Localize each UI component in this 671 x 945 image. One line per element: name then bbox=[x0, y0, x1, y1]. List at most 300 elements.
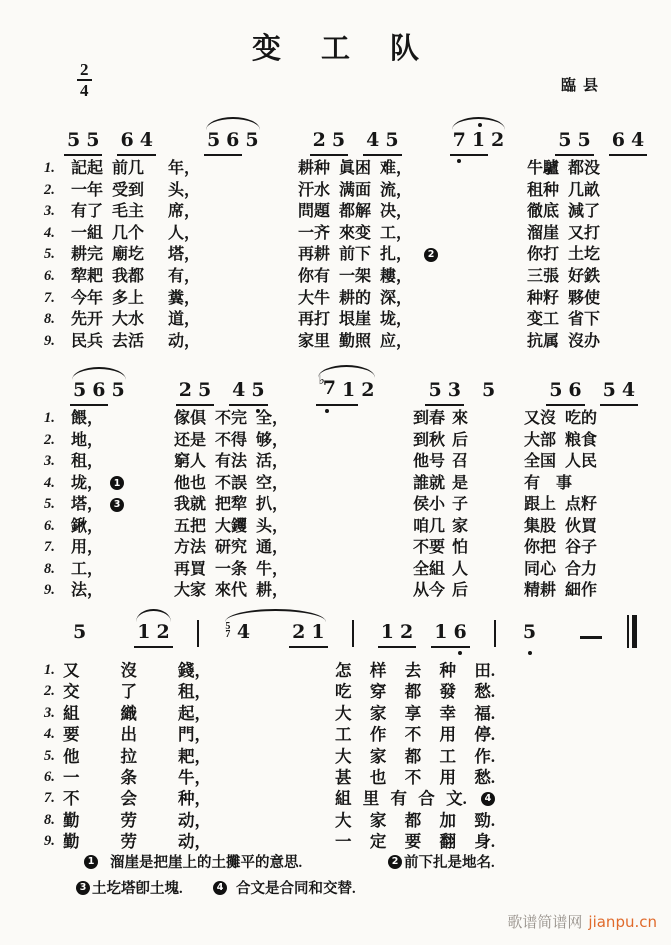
lyric-group: 餵， bbox=[71, 410, 104, 427]
lyric-group: 一架 bbox=[339, 268, 372, 285]
lyric-group: 門， bbox=[178, 725, 211, 745]
beat-group bbox=[450, 130, 508, 156]
lyric-cell bbox=[335, 724, 495, 746]
lyric-cell bbox=[524, 408, 597, 430]
lyric-group: 多上 bbox=[112, 289, 145, 307]
lyric-cell bbox=[524, 473, 572, 495]
lyric-group: 眞困 bbox=[339, 160, 372, 177]
lyric-group: 也 bbox=[369, 768, 387, 787]
jianpu-note: 7 bbox=[450, 130, 469, 156]
lyric-group: 法， bbox=[71, 582, 104, 599]
verse-number: 4. bbox=[44, 474, 55, 491]
lyric-group: 減了 bbox=[568, 203, 601, 221]
lyric-row bbox=[0, 266, 671, 288]
lyric-cell bbox=[413, 473, 468, 495]
lyric-group: 伙買 bbox=[565, 517, 598, 535]
jianpu-note: 2 bbox=[176, 380, 195, 406]
lyric-group: 后 bbox=[452, 431, 469, 449]
lyric-cell bbox=[524, 451, 597, 473]
lyric-group: 有 bbox=[390, 789, 408, 809]
lyric-group: 大部 bbox=[524, 431, 557, 449]
lyric-group: 动， bbox=[178, 832, 211, 852]
lyric-cell bbox=[413, 537, 468, 559]
flat-sign: ♭ bbox=[318, 373, 325, 388]
lyric-group: 怎 bbox=[335, 661, 352, 680]
lyric-row bbox=[0, 724, 671, 746]
lyric-group: 工 bbox=[335, 725, 352, 745]
jianpu-note: 6 bbox=[89, 380, 108, 406]
lyric-group: 他号 bbox=[413, 453, 446, 470]
lyric-group: 窮人 bbox=[174, 453, 207, 470]
lyric-group: 塔， bbox=[71, 496, 104, 513]
footnote-marker: 1 bbox=[110, 476, 124, 490]
lyric-group: 够， bbox=[256, 431, 289, 449]
lyric-cell bbox=[71, 451, 103, 473]
lyric-cell bbox=[174, 537, 288, 559]
beat-group bbox=[229, 380, 267, 406]
lyric-group: 满面 bbox=[339, 181, 372, 199]
lyric-group: 作 bbox=[369, 725, 387, 745]
lyric-cell bbox=[63, 788, 211, 810]
beat-group bbox=[134, 622, 172, 648]
verse-number: 1. bbox=[44, 662, 55, 678]
jianpu-note: 1 bbox=[469, 130, 488, 156]
lyric-group: 都 bbox=[404, 810, 422, 830]
lyric-cell bbox=[71, 494, 124, 516]
lyric-group: 都 bbox=[404, 746, 422, 766]
lyric-group: 用， bbox=[71, 539, 104, 556]
lyric-group: 織 bbox=[120, 703, 137, 723]
jianpu-note: 5 bbox=[64, 130, 83, 156]
lyric-cell bbox=[174, 430, 288, 452]
lyric-group: 工， bbox=[380, 224, 413, 242]
lyric-group: 大牛 bbox=[298, 289, 331, 307]
lyric-group: 組 bbox=[335, 789, 352, 809]
lyric-group: 穿 bbox=[369, 682, 387, 702]
verse-number: 8. bbox=[44, 311, 55, 328]
lyric-group: 有， bbox=[168, 268, 201, 285]
lyric-cell bbox=[71, 201, 221, 223]
lyric-group: 后 bbox=[452, 582, 469, 599]
jianpu-note: 5 bbox=[520, 622, 539, 648]
lyric-group: 享 bbox=[404, 703, 422, 723]
lyric-group: 不完 bbox=[215, 410, 248, 427]
lyric-group: 你有 bbox=[298, 268, 331, 285]
lyric-group: 跟上 bbox=[524, 496, 557, 513]
lyric-group: 动， bbox=[168, 332, 201, 350]
lyric-group: 你打 bbox=[527, 246, 560, 264]
lyric-cell bbox=[71, 430, 103, 452]
lyric-group: 大 bbox=[335, 703, 352, 723]
lyric-group: 再耕 bbox=[298, 246, 331, 264]
jianpu-note: 4 bbox=[229, 380, 248, 406]
lyric-group: 从今 bbox=[413, 582, 446, 599]
lyric-group: 精耕 bbox=[524, 582, 557, 599]
lyric-group: 牛， bbox=[178, 768, 211, 787]
lyric-row bbox=[0, 559, 671, 581]
lyric-group: 再買 bbox=[174, 560, 207, 578]
jianpu-note: 5 bbox=[555, 130, 574, 156]
lyric-group: 加 bbox=[439, 810, 457, 830]
lyric-group: 扒， bbox=[256, 496, 289, 513]
lyric-cell bbox=[524, 537, 597, 559]
lyric-group: 变工 bbox=[527, 311, 560, 329]
lyric-group: 大家 bbox=[174, 582, 207, 599]
beat-group bbox=[316, 373, 378, 406]
lyric-row bbox=[0, 430, 671, 452]
lyric-group: 家 bbox=[369, 810, 387, 830]
lyric-group: 都 bbox=[404, 682, 422, 702]
lyric-group: 身. bbox=[474, 832, 495, 852]
lyric-group: 三張 bbox=[527, 268, 560, 285]
verse-number: 2. bbox=[44, 431, 55, 448]
jianpu-note: 5 bbox=[425, 380, 444, 406]
lyric-group: 决， bbox=[380, 203, 413, 221]
verse-number: 3. bbox=[44, 453, 55, 469]
lyric-cell bbox=[527, 309, 600, 331]
region-label: 臨县 bbox=[561, 78, 606, 94]
lyric-group: 鍬， bbox=[71, 517, 104, 535]
lyric-group: 犂耙 bbox=[71, 268, 104, 285]
lyric-cell bbox=[298, 331, 412, 353]
lyric-cell bbox=[524, 516, 597, 538]
beat-group bbox=[425, 380, 463, 406]
lyric-cell bbox=[63, 810, 211, 832]
verse-number: 8. bbox=[44, 560, 55, 577]
jianpu-note: 3 bbox=[445, 380, 464, 406]
lyric-cell bbox=[524, 430, 597, 452]
beat-group bbox=[479, 380, 498, 406]
beat-group bbox=[609, 130, 647, 156]
lyric-group: 谷子 bbox=[565, 539, 598, 556]
lyric-cell bbox=[63, 703, 211, 725]
lyric-cell bbox=[527, 223, 600, 245]
time-signature-numerator: 2 bbox=[77, 60, 92, 81]
lyric-cell bbox=[71, 331, 221, 353]
lyric-group: 不得 bbox=[215, 431, 248, 449]
lyric-row bbox=[0, 767, 671, 789]
jianpu-note: 5 bbox=[245, 129, 259, 151]
jianpu-note: 6 bbox=[223, 130, 242, 156]
lyric-cell bbox=[413, 408, 468, 430]
lyric-group: 甚 bbox=[335, 768, 352, 787]
lyric-group: 都没 bbox=[568, 160, 601, 177]
lyric-cell bbox=[298, 309, 412, 331]
jianpu-note: 2 bbox=[153, 622, 172, 648]
footnote-text: 土圪塔卽土塊. bbox=[92, 881, 183, 897]
footnote-text: 前下扎是地名. bbox=[404, 855, 495, 871]
lyric-group: 不 bbox=[63, 789, 80, 809]
lyric-group: 作. bbox=[474, 746, 495, 766]
lyric-group: 夥使 bbox=[568, 289, 601, 307]
jianpu-note: 5 bbox=[248, 380, 267, 406]
lyric-group: 廟圪 bbox=[112, 246, 145, 264]
lyric-group: 动， bbox=[178, 810, 211, 830]
lyric-row bbox=[0, 158, 671, 180]
jianpu-note: 1 bbox=[339, 380, 358, 406]
lyric-cell bbox=[174, 451, 288, 473]
barline bbox=[352, 620, 354, 647]
lyric-cell bbox=[413, 451, 468, 473]
beat-group bbox=[117, 130, 155, 156]
lyric-cell bbox=[335, 660, 495, 682]
beat-group bbox=[363, 130, 401, 156]
lyric-group: 同心 bbox=[524, 560, 557, 578]
lyric-group: 勁. bbox=[474, 810, 495, 830]
lyric-group: 耕， bbox=[256, 582, 289, 599]
lyric-group: 扎， bbox=[380, 246, 413, 264]
lyric-group: 誰就 bbox=[413, 474, 446, 492]
lyric-row bbox=[0, 516, 671, 538]
verse-number: 8. bbox=[44, 811, 55, 828]
lyric-group: 毛主 bbox=[112, 203, 145, 221]
jianpu-note: 6 bbox=[450, 622, 469, 648]
lyric-cell bbox=[335, 767, 495, 789]
lyric-row bbox=[0, 681, 671, 703]
lyric-group: 細作 bbox=[565, 582, 598, 599]
beat-group bbox=[70, 622, 89, 648]
lyric-group: 土圪 bbox=[568, 246, 601, 264]
jianpu-note: 4 bbox=[363, 130, 382, 156]
verse-number: 7. bbox=[44, 289, 55, 306]
lyric-cell bbox=[71, 244, 221, 266]
jianpu-note: 5 bbox=[83, 130, 102, 156]
lyric-row bbox=[0, 494, 671, 516]
footnote-marker: 3 bbox=[76, 881, 90, 895]
lyric-cell bbox=[413, 516, 468, 538]
footnote-3 bbox=[76, 877, 183, 898]
lyric-group: 幸 bbox=[439, 703, 457, 723]
lyric-cell bbox=[71, 266, 221, 288]
lyric-group: 人民 bbox=[565, 453, 598, 470]
lyric-group: 侯小 bbox=[413, 496, 446, 513]
lyric-group: 有了 bbox=[71, 203, 104, 221]
lyric-group: 來变 bbox=[339, 224, 372, 242]
jianpu-note: 6 bbox=[117, 130, 136, 156]
lyric-group: 又 bbox=[63, 661, 80, 680]
grace-note-digit: 5 bbox=[225, 621, 231, 632]
lyric-cell bbox=[527, 288, 600, 310]
lyric-group: 拉 bbox=[120, 746, 137, 766]
lyric-cell bbox=[413, 430, 468, 452]
lyric-group: 我都 bbox=[112, 268, 145, 285]
lyric-group: 租种 bbox=[527, 181, 560, 199]
lyric-group: 大 bbox=[335, 810, 352, 830]
lyric-group: 道， bbox=[168, 311, 201, 329]
lyric-group: 勤 bbox=[63, 810, 80, 830]
lyric-group: 垅， bbox=[380, 311, 413, 329]
lyric-group: 好鉄 bbox=[568, 268, 601, 285]
lyric-row bbox=[0, 180, 671, 202]
jianpu-note: 4 bbox=[619, 380, 638, 406]
lyric-group: 条 bbox=[120, 768, 137, 787]
jianpu-note: 5 bbox=[382, 130, 401, 156]
lyric-group: 省下 bbox=[568, 311, 601, 329]
lyric-group: 要 bbox=[63, 725, 80, 745]
jianpu-note: 2 bbox=[289, 622, 308, 648]
time-signature bbox=[77, 60, 92, 100]
lyric-cell bbox=[174, 516, 288, 538]
lyric-row bbox=[0, 746, 671, 768]
lyric-cell bbox=[63, 831, 211, 853]
lyric-group: 沒办 bbox=[568, 332, 601, 350]
lyric-cell bbox=[174, 494, 288, 516]
lyric-group: 头， bbox=[168, 181, 201, 199]
lyric-cell bbox=[71, 580, 103, 602]
lyric-group: 汗水 bbox=[298, 181, 331, 199]
lyric-group: 粮食 bbox=[565, 431, 598, 449]
lyric-group: 耬， bbox=[380, 268, 413, 285]
lyric-group: 用 bbox=[439, 768, 457, 787]
lyric-group: 空， bbox=[256, 474, 289, 492]
lyric-group: 塔， bbox=[168, 246, 201, 264]
beat-group bbox=[555, 130, 593, 156]
lyric-cell bbox=[71, 180, 221, 202]
lyric-cell bbox=[298, 244, 438, 266]
footnote-2 bbox=[388, 851, 495, 872]
jianpu-note: 5 bbox=[195, 380, 214, 406]
beat-group bbox=[204, 130, 262, 156]
footnote-4 bbox=[213, 877, 356, 898]
lyric-group: 有法 bbox=[215, 453, 248, 470]
note-spacer bbox=[253, 647, 289, 648]
lyric-group: 先开 bbox=[71, 311, 104, 329]
lyric-group: 大 bbox=[335, 746, 352, 766]
verse-number: 5. bbox=[44, 246, 55, 263]
jianpu-note: 1 bbox=[378, 622, 397, 648]
lyric-cell bbox=[63, 681, 211, 703]
verse-number: 9. bbox=[44, 332, 55, 349]
high-octave-dot bbox=[478, 123, 482, 127]
verse-number: 6. bbox=[44, 769, 55, 785]
beat-group bbox=[64, 130, 102, 156]
jianpu-note: 4 bbox=[137, 130, 156, 156]
lyric-group: 定 bbox=[369, 832, 387, 852]
lyric-cell bbox=[298, 201, 412, 223]
lyric-group: 徹底 bbox=[527, 203, 560, 221]
lyric-cell bbox=[298, 158, 412, 180]
jianpu-note: ♭7 bbox=[316, 378, 339, 406]
lyric-group: 家 bbox=[369, 746, 387, 766]
footnote-marker: 2 bbox=[424, 248, 438, 262]
lyric-group: 福. bbox=[474, 703, 495, 723]
jianpu-note: 5 bbox=[481, 379, 496, 401]
lyric-group: 合 bbox=[418, 789, 435, 809]
jianpu-note: 4 bbox=[628, 130, 647, 156]
lyric-group: 去活 bbox=[112, 332, 145, 350]
lyric-group: 不 bbox=[404, 768, 422, 787]
lyric-group: 今年 bbox=[71, 289, 104, 307]
half-note-dash bbox=[580, 636, 602, 639]
lyric-group: 沒 bbox=[120, 661, 137, 680]
footnote-text: 溜崖是把崖上的土攤平的意思. bbox=[110, 855, 303, 871]
lyric-cell bbox=[335, 746, 495, 768]
lyric-cell bbox=[335, 831, 495, 853]
lyric-group: 是 bbox=[452, 474, 469, 492]
beat-group bbox=[546, 380, 584, 406]
lyric-cell bbox=[71, 223, 221, 245]
lyric-group: 深， bbox=[380, 289, 413, 307]
lyric-group: 出 bbox=[120, 725, 137, 745]
lyric-cell bbox=[71, 309, 221, 331]
lyric-group: 全， bbox=[256, 410, 289, 427]
lyric-group: 翻 bbox=[439, 832, 457, 852]
lyric-group: 里 bbox=[362, 789, 380, 809]
verse-number: 4. bbox=[44, 726, 55, 743]
jianpu-note: 5 bbox=[73, 621, 87, 643]
watermark-site-link[interactable]: jianpu.cn bbox=[588, 913, 657, 931]
lyric-group: 一条 bbox=[215, 560, 248, 578]
lyric-group: 全国 bbox=[524, 453, 557, 470]
lyric-group: 把犂 bbox=[215, 496, 248, 513]
lyric-group: 流， bbox=[380, 181, 413, 199]
lyric-cell bbox=[174, 580, 288, 602]
lyric-group: 受到 bbox=[112, 181, 145, 199]
lyric-group: 耙， bbox=[178, 746, 211, 766]
footnote-marker: 4 bbox=[213, 881, 227, 895]
lyric-cell bbox=[63, 660, 211, 682]
lyric-group: 再打 bbox=[298, 311, 331, 329]
lyric-cell bbox=[174, 559, 288, 581]
lyric-group: 你把 bbox=[524, 539, 557, 556]
lyric-group: 傢倶 bbox=[174, 410, 207, 427]
lyric-group: 应， bbox=[380, 332, 413, 350]
footnote-marker: 2 bbox=[388, 855, 402, 869]
verse-number: 4. bbox=[44, 224, 55, 241]
verse-number: 3. bbox=[44, 203, 55, 220]
footnote-marker: 4 bbox=[481, 792, 495, 806]
lyric-group: 抗属 bbox=[527, 332, 560, 350]
verse-number: 1. bbox=[44, 410, 55, 426]
lyric-group: 几畝 bbox=[568, 181, 601, 199]
lyric-cell bbox=[71, 516, 103, 538]
lyric-group: 又打 bbox=[568, 224, 601, 242]
lyric-cell bbox=[527, 180, 600, 202]
jianpu-note: 5 bbox=[546, 380, 565, 406]
lyric-group: 愁. bbox=[474, 682, 495, 702]
lyric-group: 一 bbox=[63, 768, 80, 787]
verse-number: 6. bbox=[44, 517, 55, 534]
music-line-1 bbox=[0, 110, 671, 156]
lyric-group: 不 bbox=[404, 725, 422, 745]
lyric-group: 年， bbox=[168, 160, 201, 177]
verse-number: 9. bbox=[44, 833, 55, 850]
jianpu-note: 4 bbox=[236, 621, 251, 643]
lyric-group: 停. bbox=[474, 725, 495, 745]
grace-notes bbox=[223, 623, 233, 639]
lyric-group: 勤 bbox=[63, 832, 80, 852]
lyric-group: 一年 bbox=[71, 181, 104, 199]
lyric-group: 家 bbox=[369, 703, 387, 723]
lyric-cell bbox=[413, 580, 468, 602]
lyric-group: 耕的 bbox=[339, 289, 372, 307]
verse-number: 3. bbox=[44, 704, 55, 721]
lyric-cell bbox=[335, 703, 495, 725]
lyric-group: 不要 bbox=[413, 539, 446, 556]
verse-number: 7. bbox=[44, 539, 55, 555]
lyric-group: 家里 bbox=[298, 332, 331, 350]
beat-group bbox=[378, 622, 416, 648]
lyric-cell bbox=[63, 746, 211, 768]
watermark-site-name: 歌谱简谱网 bbox=[507, 913, 583, 931]
lyric-cell bbox=[298, 223, 412, 245]
lyric-group: 錢， bbox=[178, 661, 211, 680]
lyric-cell bbox=[524, 559, 597, 581]
lyric-group: 起， bbox=[178, 703, 211, 723]
lyric-group: 种 bbox=[439, 661, 457, 680]
lyric-row bbox=[0, 660, 671, 682]
lyric-group: 席， bbox=[168, 203, 201, 221]
